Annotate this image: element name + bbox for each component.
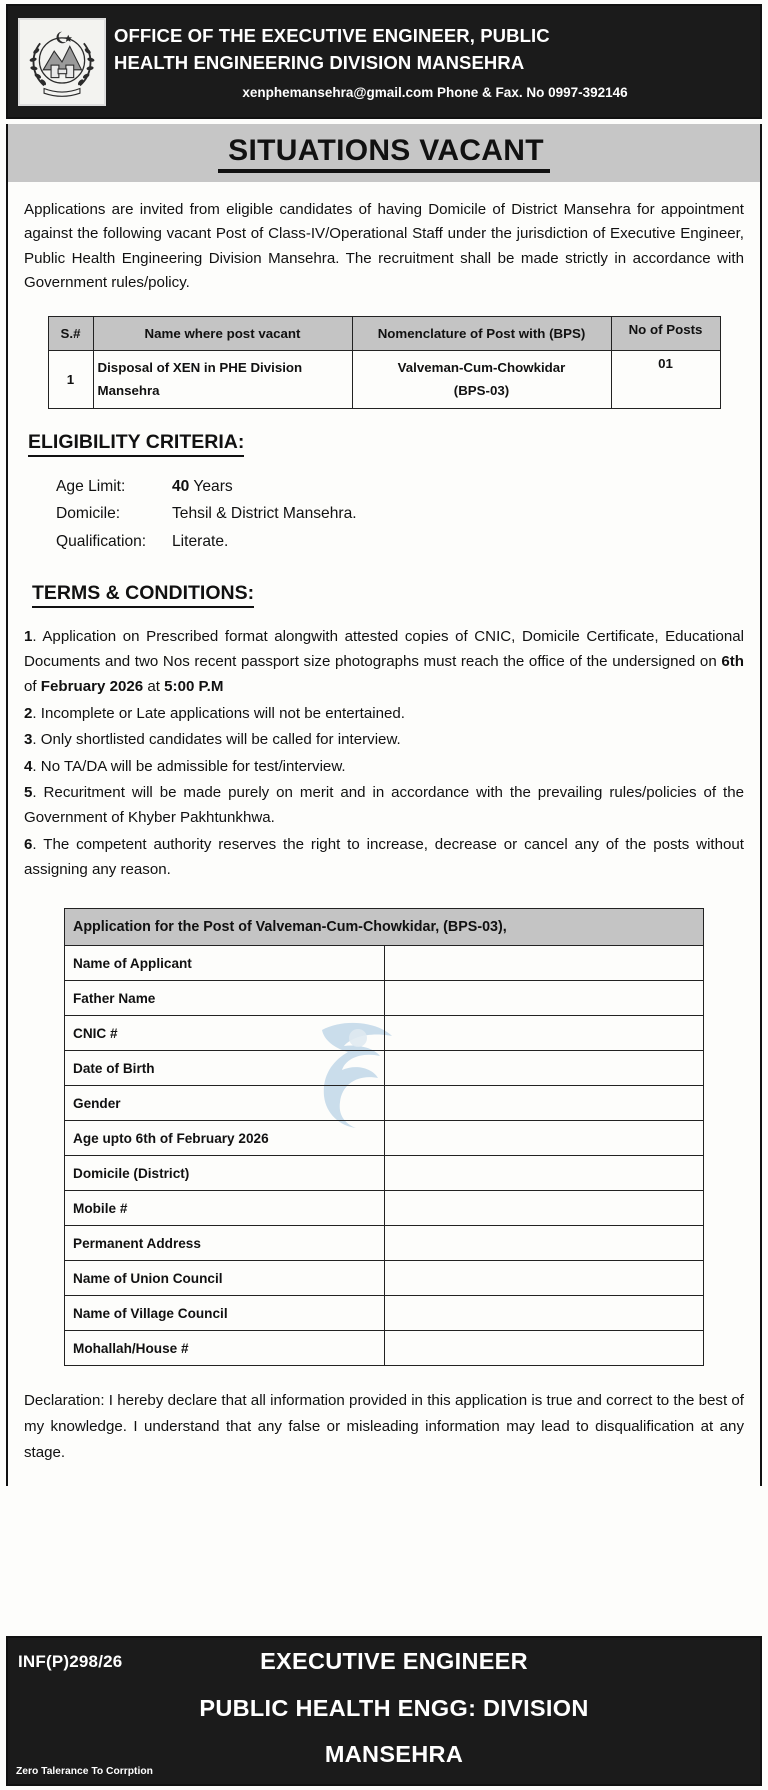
form-input-village-council[interactable]	[384, 1296, 704, 1331]
table-row	[65, 946, 704, 981]
cell-serial: 1	[48, 351, 93, 409]
term-text-c: at	[143, 678, 165, 696]
form-input-union-council[interactable]	[384, 1261, 704, 1296]
office-title-line-1: OFFICE OF THE EXECUTIVE ENGINEER, PUBLIC	[114, 24, 550, 46]
terms-heading: TERMS & CONDITIONS:	[32, 582, 254, 608]
form-input-permanent-address[interactable]	[384, 1226, 704, 1261]
term-number: 4	[24, 757, 33, 775]
form-title-row	[65, 909, 704, 946]
form-input-cnic[interactable]	[384, 1016, 704, 1051]
kpk-government-emblem-icon	[18, 18, 106, 106]
term-text: . No TA/DA will be admissible for test/interview.	[32, 757, 346, 775]
form-input-gender[interactable]	[384, 1086, 704, 1121]
table-row	[65, 1191, 704, 1226]
office-title-line-2: HEALTH ENGINEERING DIVISION MANSEHRA	[114, 51, 525, 73]
table-row	[48, 351, 720, 409]
cell-no-of-posts: 01	[611, 351, 720, 409]
term-number: 3	[24, 731, 33, 749]
column-header-no-of-posts: No of Posts	[611, 316, 720, 350]
form-label-date-of-birth: Date of Birth	[65, 1051, 385, 1086]
term-text: . The competent authority reserves the right to increase, decrease or cancel any of the posts without assigning any reason.	[24, 835, 744, 878]
form-label-father-name: Father Name	[65, 981, 385, 1016]
term-deadline-month-year: February 2026	[40, 678, 144, 696]
form-input-age-upto[interactable]	[384, 1121, 704, 1156]
eligibility-label-qualification: Qualification:	[56, 533, 147, 551]
form-input-mohallah-house[interactable]	[384, 1331, 704, 1366]
term-number: 1	[24, 627, 33, 645]
column-header-serial: S.#	[48, 316, 93, 350]
eligibility-value-domicile: Tehsil & District Mansehra.	[172, 505, 357, 523]
cell-post-name: Valveman-Cum-Chowkidar	[397, 360, 566, 376]
eligibility-value-qualification: Literate.	[172, 533, 229, 551]
document-header	[6, 4, 762, 119]
table-row	[65, 1331, 704, 1366]
vacancy-table-header-row	[48, 316, 720, 350]
application-form-title: Application for the Post of Valveman-Cum-Chowkidar, (BPS-03),	[65, 909, 704, 946]
column-header-location: Name where post vacant	[93, 316, 352, 350]
term-text: . Only shortlisted candidates will be called for interview.	[32, 731, 401, 749]
list-item	[24, 727, 744, 752]
table-row	[65, 1296, 704, 1331]
declaration-paragraph: Declaration: I hereby declare that all information provided in this application is true and correct to the best of my knowledge. I understand that any false or misleading information may lead to disqualification at any stage.	[24, 1392, 744, 1462]
table-row	[65, 1121, 704, 1156]
document-body	[6, 182, 762, 1486]
list-item	[24, 832, 744, 883]
terms-list	[24, 624, 744, 882]
list-item	[56, 473, 746, 501]
cell-post-bps: (BPS-03)	[453, 383, 510, 399]
form-input-domicile-district[interactable]	[384, 1156, 704, 1191]
table-row	[65, 1226, 704, 1261]
term-number: 6	[24, 835, 33, 853]
list-item	[24, 624, 744, 700]
list-item	[24, 780, 744, 831]
term-text: . Application on Prescribed format alongwith attested copies of CNIC, Domicile Certificate, Educational Documents and two Nos recent passport size photographs must reach the office of the undersigned on	[24, 627, 744, 671]
form-label-permanent-address: Permanent Address	[65, 1226, 385, 1261]
table-row	[65, 1261, 704, 1296]
form-label-domicile-district: Domicile (District)	[65, 1156, 385, 1191]
form-label-union-council: Name of Union Council	[65, 1261, 385, 1296]
age-limit-value: 40	[172, 477, 190, 495]
form-label-mobile: Mobile #	[65, 1191, 385, 1226]
form-input-father-name[interactable]	[384, 981, 704, 1016]
signatory-location: MANSEHRA	[324, 1741, 464, 1767]
list-item	[56, 528, 746, 556]
eligibility-value-age	[172, 473, 746, 501]
header-text-block	[106, 23, 760, 101]
anti-corruption-slogan: Zero Talerance To Corrption	[16, 1766, 153, 1777]
table-row	[65, 1086, 704, 1121]
form-label-cnic: CNIC #	[65, 1016, 385, 1051]
signatory-division: PUBLIC HEALTH ENGG: DIVISION	[199, 1694, 589, 1721]
document-footer	[6, 1636, 762, 1786]
table-row	[65, 981, 704, 1016]
term-deadline-day: 6th	[721, 653, 744, 671]
term-text: . Incomplete or Late applications will not be entertained.	[32, 704, 405, 722]
intro-paragraph: Applications are invited from eligible candidates of having Domicile of District Mansehra for appointment against the following vacant Post of Class-IV/Operational Staff under the jurisdiction of Executive Engineer, Public Health Engineering Division Mansehra. The recruitment shall be made strictly in accordance with Government rules/policy.	[24, 201, 744, 292]
table-row	[65, 1051, 704, 1086]
term-number: 2	[24, 704, 33, 722]
form-input-name-of-applicant[interactable]	[384, 946, 704, 981]
cell-location-line-2: Mansehra	[97, 383, 160, 399]
term-text-b: of	[24, 678, 41, 696]
list-item	[24, 754, 744, 779]
cell-nomenclature	[352, 351, 611, 409]
form-label-age-upto: Age upto 6th of February 2026	[65, 1121, 385, 1156]
form-label-mohallah-house: Mohallah/House #	[65, 1331, 385, 1366]
cell-location-line-1: Disposal of XEN in PHE Division	[97, 360, 303, 376]
form-label-name-of-applicant: Name of Applicant	[65, 946, 385, 981]
term-text: . Recuritment will be made purely on merit and in accordance with the prevailing rules/policies of the Government of Khyber Pakhtunkhwa.	[24, 783, 744, 827]
list-item	[56, 500, 746, 528]
table-row	[65, 1156, 704, 1191]
signatory-block	[8, 1650, 760, 1767]
eligibility-list	[56, 473, 746, 556]
application-form-table	[64, 908, 704, 1366]
eligibility-label-age: Age Limit:	[56, 477, 126, 495]
form-label-village-council: Name of Village Council	[65, 1296, 385, 1331]
form-input-mobile[interactable]	[384, 1191, 704, 1226]
eligibility-heading: ELIGIBILITY CRITERIA:	[28, 431, 244, 457]
cell-location	[93, 351, 352, 409]
column-header-nomenclature: Nomenclature of Post with (BPS)	[352, 316, 611, 350]
eligibility-label-domicile: Domicile:	[56, 505, 121, 523]
signatory-title: EXECUTIVE ENGINEER	[260, 1648, 528, 1674]
term-deadline-time: 5:00 P.M	[164, 678, 224, 696]
term-number: 5	[24, 783, 33, 801]
form-label-gender: Gender	[65, 1086, 385, 1121]
inf-reference-number: INF(P)298/26	[18, 1652, 123, 1671]
table-row	[65, 1016, 704, 1051]
page-title: SITUATIONS VACANT	[218, 134, 550, 173]
office-contact-line: xenphemansehra@gmail.com Phone & Fax. No 0997-392146	[242, 85, 628, 101]
age-limit-unit: Years	[189, 477, 233, 495]
list-item	[24, 701, 744, 726]
vacancy-table	[48, 316, 721, 409]
situations-vacant-banner	[6, 124, 762, 182]
form-input-date-of-birth[interactable]	[384, 1051, 704, 1086]
